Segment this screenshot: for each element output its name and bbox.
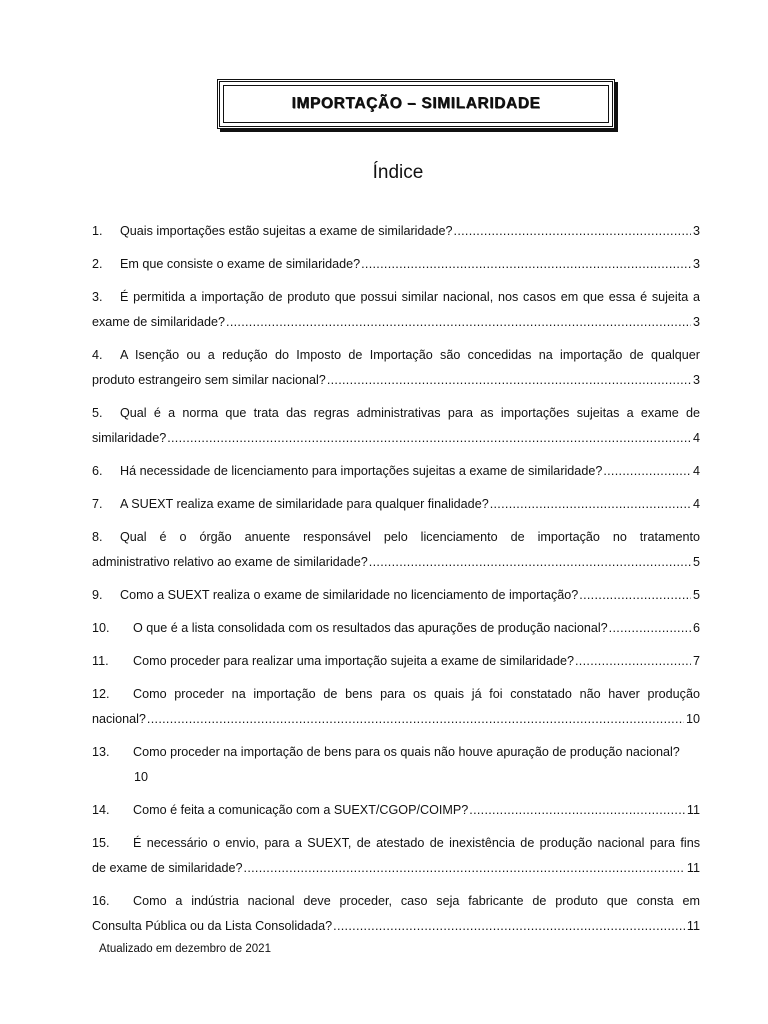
leader-dots (579, 583, 691, 608)
page-number: 5 (692, 555, 700, 569)
leader-dots (603, 459, 691, 484)
page-number: 3 (692, 373, 700, 387)
toc-entry-text: Como proceder na importação de bens para os quais já foi constatado não haver produção (133, 687, 700, 701)
toc-entry-text-cont: nacional? (92, 712, 146, 726)
table-of-contents (92, 219, 700, 947)
page-number: 3 (692, 224, 700, 238)
toc-entry-text: Como proceder para realizar uma importação sujeita a exame de similaridade? (133, 654, 574, 668)
page-number: 10 (134, 770, 149, 784)
leader-dots (333, 914, 685, 939)
leader-dots (147, 707, 684, 732)
toc-entry-text: Há necessidade de licenciamento para importações sujeitas a exame de similaridade? (120, 464, 603, 478)
page-number: 6 (692, 621, 700, 635)
leader-dots (327, 368, 691, 393)
toc-entry-2[interactable]: 2. Em que consiste o exame de similaridade? ..... 3 (92, 252, 700, 277)
page-number: 4 (692, 464, 700, 478)
page-number: 11 (686, 919, 700, 933)
toc-entry-text: Como a indústria nacional deve proceder, caso seja fabricante de produto que consta em (133, 894, 700, 908)
toc-entry-9[interactable]: 9. Como a SUEXT realiza o exame de similaridade no licenciamento de importação? ..... 5 (92, 583, 700, 608)
leader-dots (226, 310, 691, 335)
toc-entry-text: Quais importações estão sujeitas a exame de similaridade? (120, 224, 453, 238)
toc-entry-6[interactable]: 6. Há necessidade de licenciamento para importações sujeitas a exame de similaridade? ..... 4 (92, 459, 700, 484)
toc-entry-text: Em que consiste o exame de similaridade? (120, 257, 361, 271)
page-number: 11 (686, 861, 700, 875)
toc-entry-12[interactable]: 12. Como proceder na importação de bens para os quais já foi constatado não haver produção nacional? ..... 10 (92, 682, 700, 732)
toc-entry-text-cont: similaridade? (92, 431, 167, 445)
toc-entry-11[interactable]: 11. Como proceder para realizar uma importação sujeita a exame de similaridade? ..... 7 (92, 649, 700, 674)
page-number: 3 (692, 257, 700, 271)
toc-entry-text: O que é a lista consolidada com os resultados das apurações de produção nacional? (133, 621, 608, 635)
toc-entry-10[interactable]: 10. O que é a lista consolidada com os resultados das apurações de produção nacional? ..... 6 (92, 616, 700, 641)
page-number: 4 (692, 431, 700, 445)
toc-entry-text: Qual é o órgão anuente responsável pelo licenciamento de importação no tratamento (120, 530, 700, 544)
toc-entry-14[interactable]: 14. Como é feita a comunicação com a SUEXT/CGOP/COIMP? ..... 11 (92, 798, 700, 823)
document-title: IMPORTAÇÃO – SIMILARIDADE (291, 95, 541, 112)
leader-dots (454, 219, 691, 244)
toc-entry-text: A Isenção ou a redução do Imposto de Importação são concedidas na importação de qualquer (120, 348, 700, 362)
toc-entry-text: Qual é a norma que trata das regras administrativas para as importações sujeitas a exame de (120, 406, 700, 420)
toc-entry-1[interactable]: 1. Quais importações estão sujeitas a exame de similaridade? ..... 3 (92, 219, 700, 244)
leader-dots (609, 616, 691, 641)
index-heading: Índice (372, 162, 424, 183)
toc-entry-3[interactable]: 3. É permitida a importação de produto que possui similar nacional, nos casos em que essa é sujeita a exame de similaridade? ..... 3 (92, 285, 700, 335)
leader-dots (575, 649, 691, 674)
toc-entry-text: A SUEXT realiza exame de similaridade para qualquer finalidade? (120, 497, 489, 511)
toc-entry-text: É necessário o envio, para a SUEXT, de atestado de inexistência de produção nacional para fins (133, 836, 700, 850)
leader-dots (490, 492, 691, 517)
toc-entry-text: É permitida a importação de produto que possui similar nacional, nos casos em que essa é sujeita a (120, 290, 700, 304)
footer-updated-date: Atualizado em dezembro de 2021 (99, 943, 271, 955)
toc-entry-7[interactable]: 7. A SUEXT realiza exame de similaridade para qualquer finalidade? ..... 4 (92, 492, 700, 517)
page-number: 7 (692, 654, 700, 668)
toc-entry-4[interactable]: 4. A Isenção ou a redução do Imposto de Importação são concedidas na importação de qualquer produto estrangeiro sem similar nacional? ..... 3 (92, 343, 700, 393)
toc-entry-text-cont: de exame de similaridade? (92, 861, 243, 875)
leader-dots (469, 798, 685, 823)
toc-entry-text: Como proceder na importação de bens para os quais não houve apuração de produção nacional? (133, 745, 680, 759)
toc-entry-text: Como a SUEXT realiza o exame de similaridade no licenciamento de importação? (120, 588, 579, 602)
title-box (217, 79, 615, 129)
page-number: 3 (692, 315, 700, 329)
toc-entry-text-cont: exame de similaridade? (92, 315, 226, 329)
page-number: 4 (692, 497, 700, 511)
toc-entry-16[interactable]: 16. Como a indústria nacional deve proceder, caso seja fabricante de produto que consta em Consulta Pública ou da Lista Consolidada? ..... 11 (92, 889, 700, 939)
page-number: 10 (685, 712, 700, 726)
leader-dots (361, 252, 691, 277)
toc-entry-text-cont: administrativo relativo ao exame de similaridade? (92, 555, 368, 569)
toc-entry-text: Como é feita a comunicação com a SUEXT/CGOP/COIMP? (133, 803, 469, 817)
leader-dots (369, 550, 691, 575)
toc-entry-15[interactable]: 15. É necessário o envio, para a SUEXT, de atestado de inexistência de produção nacional para fins de exame de similaridade? ..... 11 (92, 831, 700, 881)
page-number: 5 (692, 588, 700, 602)
leader-dots (244, 856, 685, 881)
toc-entry-13[interactable]: 13. Como proceder na importação de bens para os quais não houve apuração de produção nacional? 10 (92, 740, 700, 790)
page-number: 11 (686, 803, 700, 817)
toc-entry-8[interactable]: 8. Qual é o órgão anuente responsável pelo licenciamento de importação no tratamento administrativo relativo ao exame de similaridade? ..... 5 (92, 525, 700, 575)
leader-dots (167, 426, 691, 451)
toc-entry-text-cont: Consulta Pública ou da Lista Consolidada? (92, 919, 333, 933)
toc-entry-text-cont: produto estrangeiro sem similar nacional? (92, 373, 326, 387)
toc-entry-5[interactable]: 5. Qual é a norma que trata das regras administrativas para as importações sujeitas a exame de similaridade? ..... 4 (92, 401, 700, 451)
